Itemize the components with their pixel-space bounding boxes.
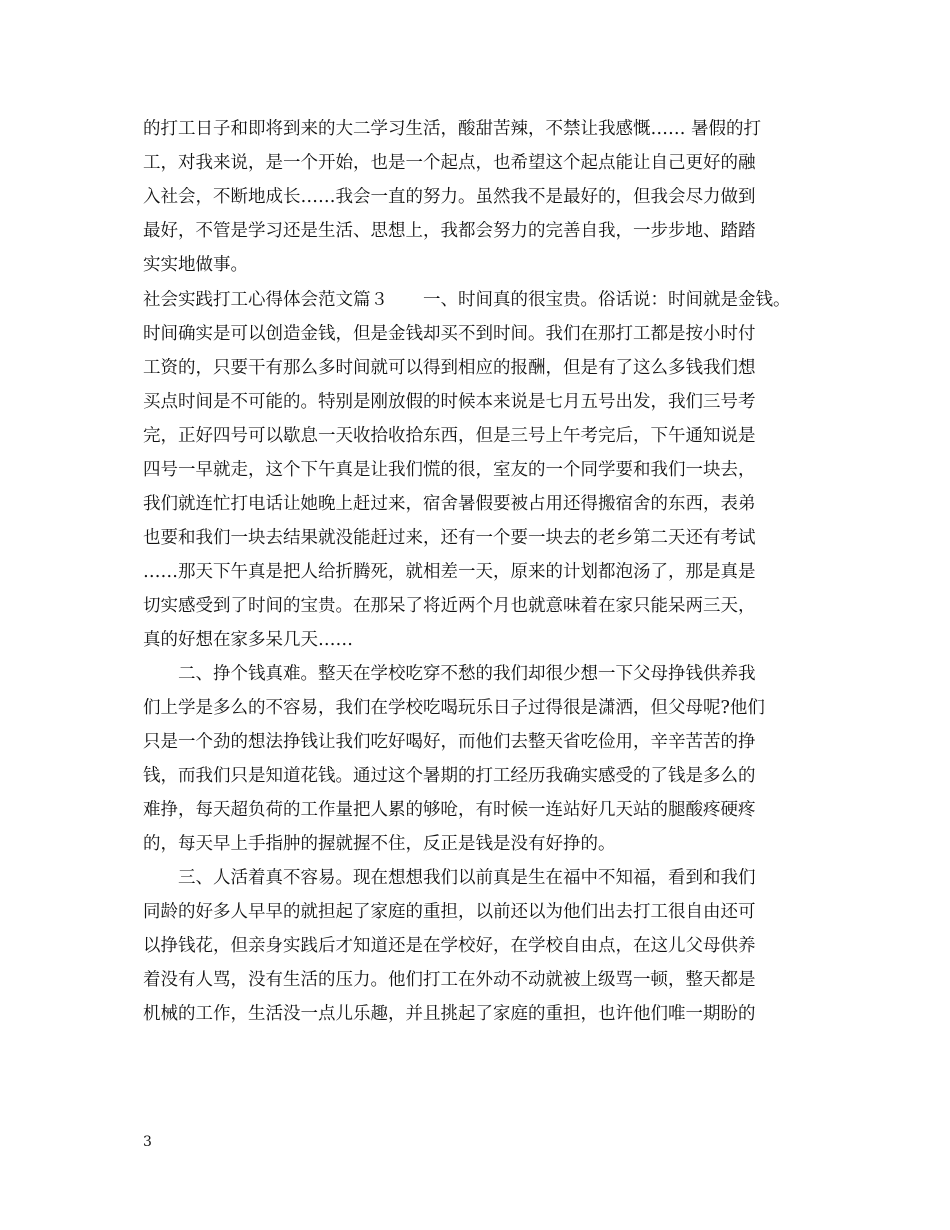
text-line: 二、挣个钱真难。整天在学校吃穿不愁的我们却很少想一下父母挣钱供养我 <box>143 664 756 684</box>
text-line: 时间确实是可以创造金钱，但是金钱却买不到时间。我们在那打工都是按小时付 <box>143 324 756 344</box>
text-line: 实实地做事。 <box>143 255 248 275</box>
text-line: 的，每天早上手指肿的握就握不住，反正是钱是没有好挣的。 <box>143 834 616 854</box>
text-line: 着没有人骂，没有生活的压力。他们打工在外动不动就被上级骂一顿，整天都是 <box>143 970 756 990</box>
text-line: 我们就连忙打电话让她晚上赶过来，宿舍暑假要被占用还得搬宿舍的东西，表弟 <box>143 494 756 514</box>
text-line: 机械的工作，生活没一点儿乐趣，并且挑起了家庭的重担，也许他们唯一期盼的 <box>143 1004 756 1024</box>
text-line: 们上学是多么的不容易，我们在学校吃喝玩乐日子过得很是潇洒，但父母呢?他们 <box>143 698 765 718</box>
text-line: 工，对我来说，是一个开始，也是一个起点，也希望这个起点能让自己更好的融 <box>143 153 756 173</box>
text-line: 的打工日子和即将到来的大二学习生活，酸甜苦辣，不禁让我感慨…… 暑假的打 <box>143 119 762 139</box>
text-line: 四号一早就走，这个下午真是让我们慌的很，室友的一个同学要和我们一块去， <box>143 460 756 480</box>
text-line: 钱，而我们只是知道花钱。通过这个暑期的打工经历我确实感受的了钱是多么的 <box>143 766 756 786</box>
text-line: 工资的，只要干有那么多时间就可以得到相应的报酬，但是有了这么多钱我们想 <box>143 358 756 378</box>
text-line: 三、人活着真不容易。现在想想我们以前真是生在福中不知福，看到和我们 <box>143 868 756 888</box>
text-line: 同龄的好多人早早的就担起了家庭的重担，以前还以为他们出去打工很自由还可 <box>143 902 756 922</box>
text-line: 入社会，不断地成长……我会一直的努力。虽然我不是最好的，但我会尽力做到 <box>143 187 756 207</box>
text-line: ……那天下午真是把人给折腾死，就相差一天，原来的计划都泡汤了，那是真是 <box>143 562 756 582</box>
text-line: 买点时间是不可能的。特别是刚放假的时候本来说是七月五号出发，我们三号考 <box>143 392 756 412</box>
text-line: 只是一个劲的想法挣钱让我们吃好喝好，而他们去整天省吃俭用，辛辛苦苦的挣 <box>143 732 756 752</box>
text-line: 真的好想在家多呆几天…… <box>143 630 353 650</box>
text-line: 切实感受到了时间的宝贵。在那呆了将近两个月也就意味着在家只能呆两三天， <box>143 596 756 616</box>
text-line: 以挣钱花，但亲身实践后才知道还是在学校好，在学校自由点，在这儿父母供养 <box>143 936 756 956</box>
text-line: 难挣，每天超负荷的工作量把人累的够呛，有时候一连站好几天站的腿酸疼硬疼 <box>143 800 756 820</box>
page-number: 3 <box>143 1134 152 1150</box>
text-line: 也要和我们一块去结果就没能赶过来，还有一个要一块去的老乡第二天还有考试 <box>143 528 756 548</box>
text-line: 完，正好四号可以歇息一天收拾收拾东西，但是三号上午考完后，下午通知说是 <box>143 426 756 446</box>
text-line: 社会实践打工心得体会范文篇３ 一、时间真的很宝贵。俗话说：时间就是金钱。 <box>143 290 791 310</box>
text-line: 最好，不管是学习还是生活、思想上，我都会努力的完善自我，一步步地、踏踏 <box>143 221 756 241</box>
